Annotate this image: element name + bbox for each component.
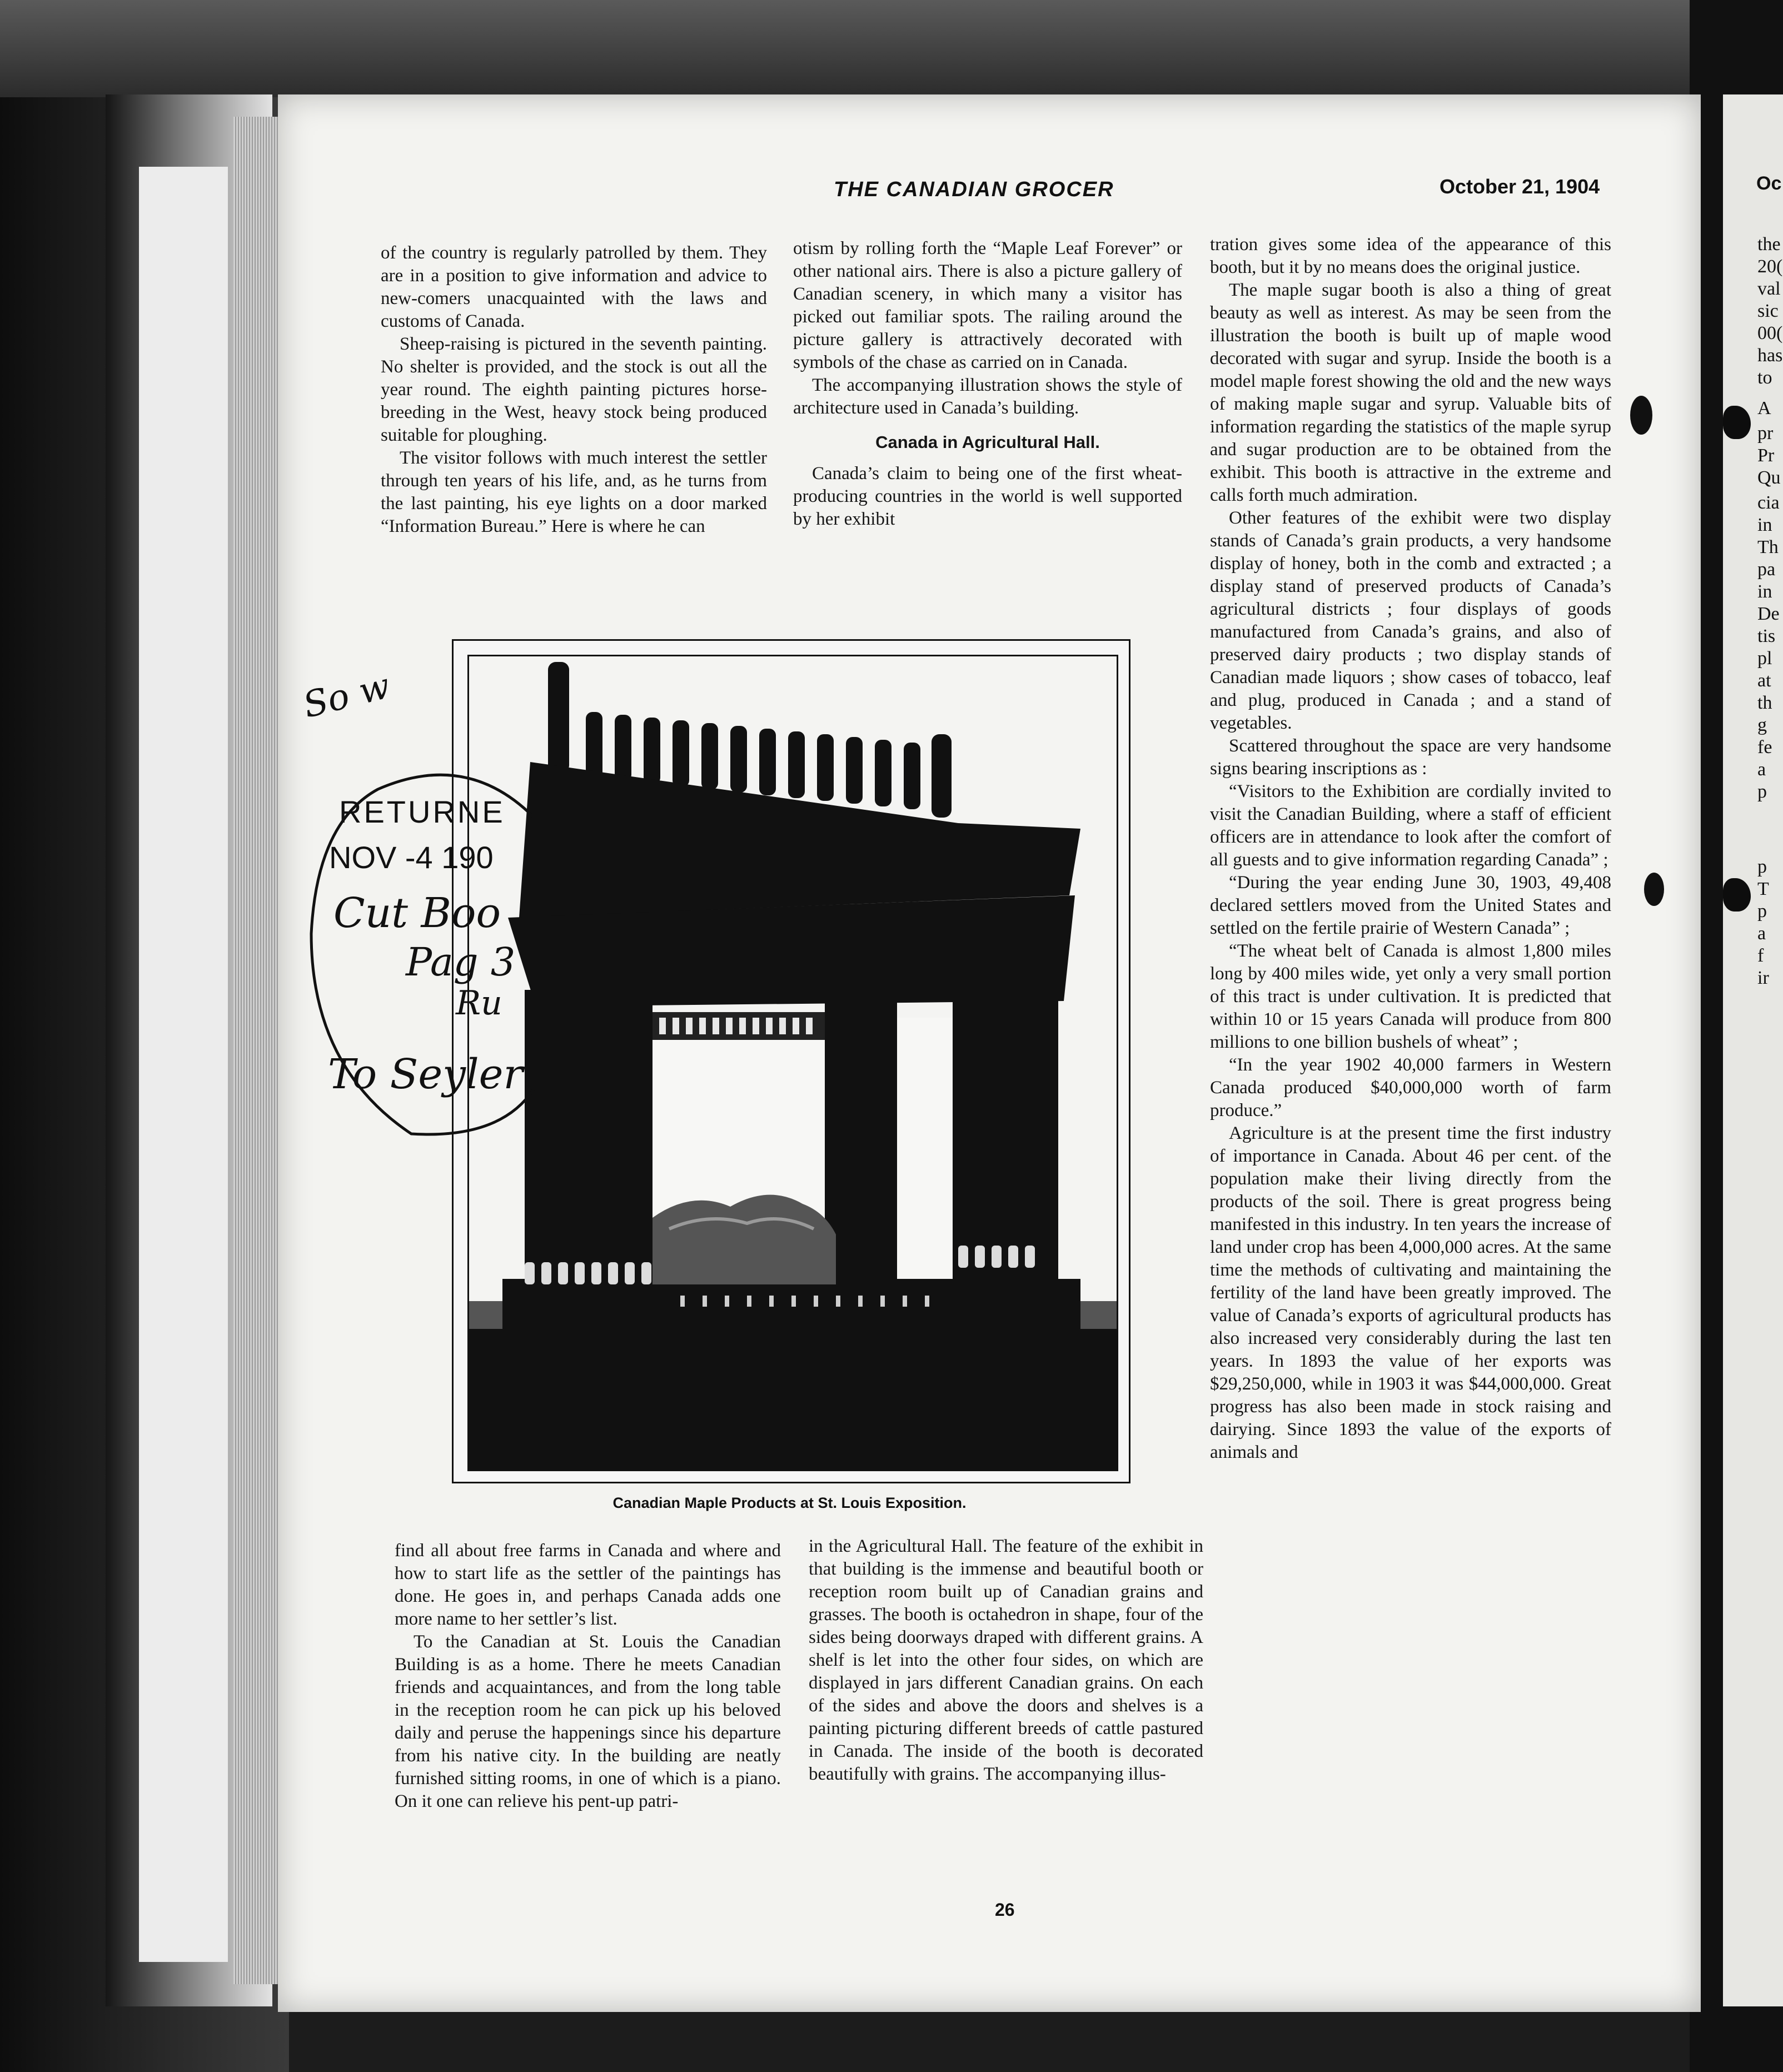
next-page-text-fragment: has bbox=[1757, 345, 1783, 366]
next-page-text-fragment: 00( bbox=[1757, 323, 1783, 343]
paragraph: otism by rolling forth the “Maple Leaf Forever” or other national airs. There is also a picture gallery of Canadian scenery, in which many a visitor has picked out familiar spots. The railing around the picture gallery is attractively decorated with symbols of the chase as carried on in Canada. bbox=[793, 238, 1182, 372]
stamp-date: NOV -4 190 bbox=[329, 840, 494, 875]
paragraph: To the Canadian at St. Louis the Canadian Building is as a home. There he meets Canadian friends and acquaintances, and from the long table in the reception room he can pick up his beloved daily and peruse the happenings since his departure from his native city. In the building are neatly furnished sitting rooms, in one of which is a piano. On it one can relieve his pent-up patri- bbox=[395, 1632, 781, 1811]
stamp-word: RETURNE bbox=[339, 794, 505, 829]
next-page-text-fragment: in bbox=[1757, 515, 1772, 535]
next-page-text-fragment: p bbox=[1757, 901, 1767, 922]
paragraph: tration gives some idea of the appearance of this booth, but it by no means does the original justice. bbox=[1210, 235, 1611, 277]
next-page-text-fragment: ir bbox=[1757, 968, 1769, 988]
paragraph: find all about free farms in Canada and where and how to start life as the settler of the paintings has done. He goes in, and perhaps Canada adds one more name to her settler’s list. bbox=[395, 1541, 781, 1629]
publication-title: THE CANADIAN GROCER bbox=[834, 178, 1114, 201]
ink-blot bbox=[1723, 878, 1751, 912]
lower-column-1 bbox=[395, 1540, 781, 1813]
next-page-text-fragment: Qu bbox=[1757, 467, 1781, 488]
next-page-text-fragment: A bbox=[1757, 398, 1771, 419]
next-page-text-fragment: Pr bbox=[1757, 445, 1775, 466]
photo-frame bbox=[452, 639, 1130, 1483]
next-page-text-fragment: a bbox=[1757, 923, 1766, 944]
next-page-text-fragment: g bbox=[1757, 715, 1767, 735]
next-page-text-fragment: pl bbox=[1757, 648, 1772, 669]
handwriting: Pag 3 bbox=[406, 939, 516, 985]
next-page-text-fragment: Th bbox=[1757, 537, 1779, 557]
handwriting-top: So w bbox=[299, 665, 395, 726]
handwriting: Cut Boo bbox=[333, 889, 501, 937]
upper-column-1 bbox=[381, 242, 767, 538]
paragraph: Sheep-raising is pictured in the seventh painting. No shelter is provided, and the stock is out all the year round. The eighth painting pictures horse-breeding in the West, heavy stock being produced suitable for ploughing. bbox=[381, 334, 767, 445]
paragraph: of the country is regularly patrolled by them. They are in a position to give information and advice to new-comers unacquainted with the laws and customs of Canada. bbox=[381, 243, 767, 331]
paragraph: The maple sugar booth is also a thing of great beauty as well as interest. As may be seen from the illustration the booth is built up of maple wood decorated with sugar and syrup. Inside the booth is a model maple forest showing the old and the new ways of making maple sugar and syrup. Valuable bits of information regarding the statistics of the maple syrup and sugar production are to be obtained from the exhibit. This booth is attractive in the extreme and calls forth much admiration. bbox=[1210, 280, 1611, 505]
next-page-text-fragment: tis bbox=[1757, 626, 1776, 646]
next-page-text-fragment: p bbox=[1757, 781, 1767, 802]
next-page-text-fragment: pa bbox=[1757, 559, 1776, 580]
paragraph: Scattered throughout the space are very handsome signs bearing inscriptions as : bbox=[1210, 736, 1611, 779]
next-page-text-fragment: Oc bbox=[1756, 173, 1782, 194]
ink-blot bbox=[1644, 873, 1664, 906]
lower-column-2 bbox=[809, 1535, 1203, 1786]
paragraph: The visitor follows with much interest the settler through ten years of his life, and, as he turns from the last painting, his eye lights on a door marked “Information Bureau.” Here is where he can bbox=[381, 448, 767, 536]
left-page-edge bbox=[139, 167, 228, 1962]
page-number: 26 bbox=[995, 1900, 1015, 1920]
next-page-text-fragment: val bbox=[1757, 278, 1781, 299]
quote: “In the year 1902 40,000 farmers in Western Canada produced $40,000,000 worth of farm produce.” bbox=[1210, 1055, 1611, 1120]
paragraph: The accompanying illustration shows the style of architecture used in Canada’s building. bbox=[793, 375, 1182, 418]
next-page-text-fragment: the bbox=[1757, 234, 1781, 255]
next-page-text-fragment: 20( bbox=[1757, 256, 1783, 277]
next-page-text-fragment: f bbox=[1757, 945, 1764, 966]
issue-date: October 21, 1904 bbox=[1440, 175, 1600, 198]
right-column bbox=[1210, 233, 1611, 1464]
section-heading: Canada in Agricultural Hall. bbox=[875, 432, 1100, 452]
ink-blot bbox=[1630, 396, 1652, 435]
next-page-text-fragment: th bbox=[1757, 693, 1772, 713]
next-page-edge bbox=[1723, 94, 1783, 2006]
paragraph: Canada’s claim to being one of the first wheat-producing countries in the world is well supported by her exhibit bbox=[793, 464, 1182, 529]
paragraph: Agriculture is at the present time the first industry of importance in Canada. About 46 per cent. of the population make their living directly from the products of the soil. There is great progress being manifested in this industry. In ten years the increase of land under crop has been 4,000,000 acres. At the same time the methods of cultivating and maintaining the fertility of the land have been greatly improved. The value of Canada’s exports of agricultural products has also increased very considerably during the last ten years. In 1893 the value of her exports was $29,250,000, while in 1903 it was $44,000,000. Great progress has also been made in stock raising and dairying. Since 1893 the value of the exports of animals and bbox=[1210, 1123, 1611, 1462]
next-page-text-fragment: T bbox=[1757, 879, 1769, 899]
next-page-text-fragment: in bbox=[1757, 581, 1772, 602]
quote: “During the year ending June 30, 1903, 49,408 declared settlers moved from the United States and settled on the fertile prairie of Western Canada” ; bbox=[1210, 873, 1611, 938]
figure-caption: Canadian Maple Products at St. Louis Exposition. bbox=[612, 1495, 967, 1511]
next-page-text-fragment: to bbox=[1757, 367, 1772, 388]
handwriting: To Seyler bbox=[328, 1050, 523, 1098]
next-page-text-fragment: a bbox=[1757, 759, 1766, 780]
paragraph: in the Agricultural Hall. The feature of the exhibit in that building is the immense and beautiful booth or reception room built up of Canadian grains and grasses. The booth is octahedron in shape, four of the sides being doorways draped with different grains. A shelf is let into the other four sides, on which are displayed in jars different Canadian grains. On each of the sides and above the doors and shelves is a painting picturing different breeds of cattle pastured in Canada. The inside of the booth is decorated beautifully with grains. The accompanying illus- bbox=[809, 1536, 1203, 1784]
quote: “Visitors to the Exhibition are cordially invited to visit the Canadian Building, where a staff of efficient officers are in attendance to look after the comfort of all guests and to give information regarding Canada” ; bbox=[1210, 781, 1611, 870]
next-page-text-fragment: at bbox=[1757, 670, 1771, 691]
next-page-text-fragment: De bbox=[1757, 604, 1780, 624]
next-page-text-fragment: pr bbox=[1757, 423, 1774, 444]
next-page-text-fragment: sic bbox=[1757, 301, 1779, 321]
upper-column-2 bbox=[793, 237, 1182, 531]
paragraph: Other features of the exhibit were two display stands of Canada’s grain products, a very handsome display of honey, both in the comb and extracted ; a display stand of preserved products of Canada’s agricultural districts ; four displays of goods manufactured from Canada’s grains, and also of preserved dairy products ; two display stands of Canadian made liquors ; show cases of tobacco, leaf and plug, produced in Canada ; and a stand of vegetables. bbox=[1210, 508, 1611, 733]
quote: “The wheat belt of Canada is almost 1,800 miles long by 400 miles wide, yet only a very small portion of this tract is under cultivation. It is predicted that within 10 or 15 years Canada will produce from 800 millions to one billion bushels of wheat” ; bbox=[1210, 941, 1611, 1052]
next-page-text-fragment: p bbox=[1757, 856, 1767, 877]
booth-illustration bbox=[469, 656, 1117, 1470]
ink-blot bbox=[1723, 406, 1751, 439]
handwriting: Ru bbox=[456, 984, 502, 1023]
maple-booth-photo bbox=[467, 655, 1118, 1471]
next-page-text-fragment: fe bbox=[1757, 737, 1772, 758]
scan-background-top bbox=[0, 0, 1783, 97]
next-page-text-fragment: cia bbox=[1757, 492, 1780, 513]
